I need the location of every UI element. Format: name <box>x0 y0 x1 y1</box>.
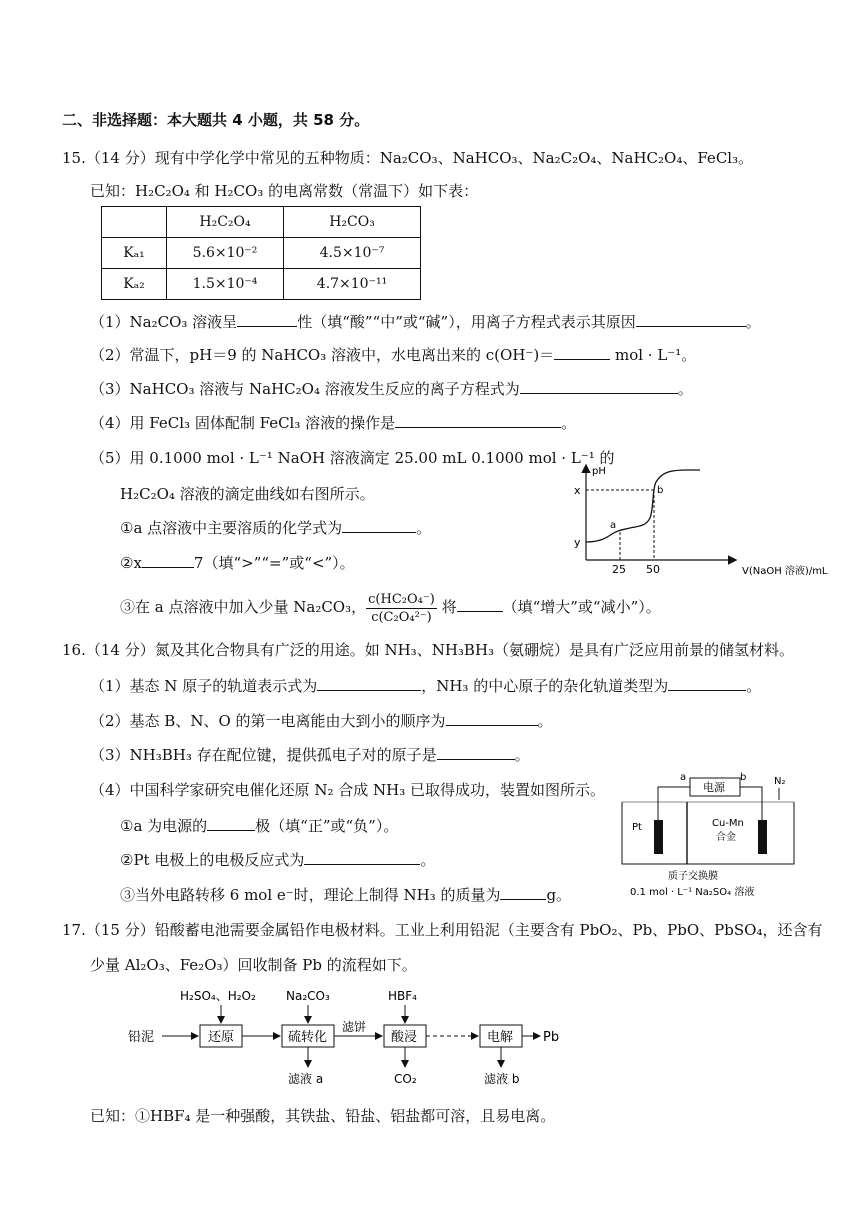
q15-sub1 <box>120 518 431 538</box>
answer-blank[interactable] <box>554 345 610 360</box>
filtrate-a-label: 滤液 a <box>288 1072 324 1086</box>
filtrate-b-label: 滤液 b <box>484 1072 520 1086</box>
q15-part2 <box>90 345 696 365</box>
text: 。 <box>514 746 530 764</box>
alloy-label: 合金 <box>716 832 736 843</box>
titration-curve-graph <box>570 460 828 580</box>
text: 性（填“酸”“中”或“碱”），用离子方程式表示其原因 <box>297 313 636 331</box>
electrolysis-cell-diagram <box>612 770 812 910</box>
q15-intro: 15.（14 分）现有中学化学中常见的五种物质：Na₂CO₃、NaHCO₃、Na₂C₂O₄、NaHC₂O₄、FeCl₃。 <box>62 149 754 167</box>
text: ①a 为电源的 <box>120 817 208 835</box>
text: （3）NaHCO₃ 溶液与 NaHC₂O₄ 溶液发生反应的离子方程式为 <box>90 380 520 398</box>
wire-b <box>740 787 762 820</box>
table-row <box>102 238 421 269</box>
table-cell: 1.5×10⁻⁴ <box>167 269 284 300</box>
table-row <box>102 269 421 300</box>
text: （4）用 FeCl₃ 固体配制 FeCl₃ 溶液的操作是 <box>90 414 396 432</box>
wire-a <box>658 787 690 820</box>
text: （1）基态 N 原子的轨道表示式为 <box>90 677 318 695</box>
ratio-denominator: c(C₂O₄²⁻) <box>371 609 432 625</box>
flow-end-label: Pb <box>543 1030 560 1045</box>
reagent-3-label: HBF₄ <box>388 989 417 1003</box>
text: 将 <box>441 598 457 616</box>
text: 7（填“>”“=”或“<”）。 <box>193 554 355 572</box>
table-cell: 4.7×10⁻¹¹ <box>284 269 421 300</box>
table-cell: H₂CO₃ <box>284 207 421 238</box>
answer-blank[interactable] <box>437 745 515 760</box>
ionization-constant-table <box>101 206 421 300</box>
q15-part5-cont: H₂C₂O₄ 溶液的滴定曲线如右图所示。 <box>120 485 375 503</box>
q15-part5: （5）用 0.1000 mol · L⁻¹ NaOH 溶液滴定 25.00 mL 0.1000 mol · L⁻¹ 的 <box>90 449 615 467</box>
answer-blank[interactable] <box>446 711 538 726</box>
flow-box-acid-leaching-label: 酸浸 <box>391 1030 418 1045</box>
text: g。 <box>546 886 572 904</box>
q17-intro-cont: 少量 Al₂O₃、Fe₂O₃）回收制备 Pb 的流程如下。 <box>90 956 417 974</box>
q16-sub2 <box>120 850 435 870</box>
pt-label: Pt <box>632 822 642 833</box>
text: 。 <box>420 851 436 869</box>
titration-curve <box>586 470 700 542</box>
text: 。 <box>746 677 762 695</box>
text: ，NH₃ 的中心原子的杂化轨道类型为 <box>421 677 669 695</box>
answer-blank[interactable] <box>457 597 503 612</box>
q17-known: 已知：①HBF₄ 是一种强酸，其铁盐、铅盐、铝盐都可溶，且易电离。 <box>90 1107 556 1125</box>
q16-part1 <box>90 676 761 696</box>
table-cell: 4.5×10⁻⁷ <box>284 238 421 269</box>
filter-cake-label: 滤饼 <box>342 1020 367 1034</box>
answer-blank[interactable] <box>395 413 561 428</box>
solution-label: 0.1 mol · L⁻¹ Na₂SO₄ 溶液 <box>630 887 755 898</box>
text: 。 <box>677 380 693 398</box>
n2-label: N₂ <box>774 776 786 787</box>
text: ②x <box>120 554 142 572</box>
answer-blank[interactable] <box>317 676 421 691</box>
table-cell: Kₐ₁ <box>102 238 167 269</box>
power-supply-label: 电源 <box>703 781 725 794</box>
answer-blank[interactable] <box>342 518 416 533</box>
tick-label-25: 25 <box>612 563 626 576</box>
q15-sub3 <box>120 585 661 629</box>
table-cell: Kₐ₂ <box>102 269 167 300</box>
q16-sub3 <box>120 885 571 905</box>
cu-mn-label: Cu-Mn <box>712 818 744 829</box>
tick-label-50: 50 <box>646 563 660 576</box>
q15-known: 已知：H₂C₂O₄ 和 H₂CO₃ 的电离常数（常温下）如下表： <box>90 182 479 200</box>
q16-part2 <box>90 711 553 731</box>
process-flowchart <box>128 985 588 1095</box>
text: ①a 点溶液中主要溶质的化学式为 <box>120 519 343 537</box>
q15-part1 <box>90 312 761 332</box>
flow-box-electrolysis-label: 电解 <box>487 1030 514 1045</box>
terminal-b-label: b <box>740 772 747 783</box>
point-a-label: a <box>610 520 617 531</box>
x-value-label: x <box>574 484 581 497</box>
text: （3）NH₃BH₃ 存在配位键，提供孤电子对的原子是 <box>90 746 437 764</box>
answer-blank[interactable] <box>668 676 746 691</box>
cu-mn-electrode <box>758 820 767 854</box>
answer-blank[interactable] <box>500 885 546 900</box>
text: 。 <box>537 712 553 730</box>
reagent-1-label: H₂SO₄、H₂O₂ <box>180 989 256 1003</box>
membrane-label: 质子交换膜 <box>668 871 718 882</box>
answer-blank[interactable] <box>142 553 194 568</box>
flow-start-label: 铅泥 <box>128 1030 155 1045</box>
y-axis-label: pH <box>592 466 606 477</box>
text: （2）基态 B、N、O 的第一电离能由大到小的顺序为 <box>90 712 446 730</box>
x-axis-label: V(NaOH 溶液)/mL <box>742 566 828 577</box>
text: （2）常温下，pH＝9 的 NaHCO₃ 溶液中，水电离出来的 c(OH⁻)＝ <box>90 346 555 364</box>
text: mol · L⁻¹。 <box>614 346 697 364</box>
text: 极（填“正”或“负”）。 <box>255 817 399 835</box>
q15-part3 <box>90 379 693 399</box>
answer-blank[interactable] <box>304 850 420 865</box>
text: 。 <box>745 313 761 331</box>
q16-part3 <box>90 745 530 765</box>
y-value-label: y <box>574 536 581 549</box>
terminal-a-label: a <box>680 772 687 783</box>
q15-part4 <box>90 413 576 433</box>
text: 。 <box>416 519 432 537</box>
table-row <box>102 207 421 238</box>
text: （1）Na₂CO₃ 溶液呈 <box>90 313 238 331</box>
text: 。 <box>561 414 577 432</box>
point-b-label: b <box>657 485 664 496</box>
table-cell: 5.6×10⁻² <box>167 238 284 269</box>
answer-blank[interactable] <box>636 312 746 327</box>
cell-vessel <box>622 802 794 864</box>
reagent-2-label: Na₂CO₃ <box>286 989 330 1003</box>
text: ③当外电路转移 6 mol e⁻时，理论上制得 NH₃ 的质量为 <box>120 886 501 904</box>
flow-box-sulfur-conversion-label: 硫转化 <box>288 1030 328 1045</box>
flow-box-reduction-label: 还原 <box>208 1030 235 1045</box>
answer-blank[interactable] <box>520 379 678 394</box>
text: ②Pt 电极上的电极反应式为 <box>120 851 305 869</box>
text: ③在 a 点溶液中加入少量 Na₂CO₃， <box>120 598 367 616</box>
q16-sub1 <box>120 816 398 836</box>
pt-electrode <box>654 820 663 854</box>
answer-blank[interactable] <box>207 816 255 831</box>
q15-sub2 <box>120 553 355 573</box>
q17-intro: 17.（15 分）铅酸蓄电池需要金属铅作电极材料。工业上利用铅泥（主要含有 PbO₂、Pb、PbO、PbSO₄，还含有 <box>62 921 823 939</box>
answer-blank[interactable] <box>237 312 297 327</box>
table-cell: H₂C₂O₄ <box>167 207 284 238</box>
q16-part4: （4）中国科学家研究电催化还原 N₂ 合成 NH₃ 已取得成功，装置如图所示。 <box>90 781 605 799</box>
section-title: 二、非选择题：本大题共 4 小题，共 58 分。 <box>62 111 370 129</box>
co2-label: CO₂ <box>394 1072 417 1086</box>
ratio-numerator: c(HC₂O₄⁻) <box>368 591 435 607</box>
concentration-ratio <box>366 591 437 626</box>
q16-intro: 16.（14 分）氮及其化合物具有广泛的用途。如 NH₃、NH₃BH₃（氨硼烷）是具有广泛应用前景的储氢材料。 <box>62 641 795 659</box>
text: （填“增大”或“减小”）。 <box>502 598 661 616</box>
table-cell <box>102 207 167 238</box>
